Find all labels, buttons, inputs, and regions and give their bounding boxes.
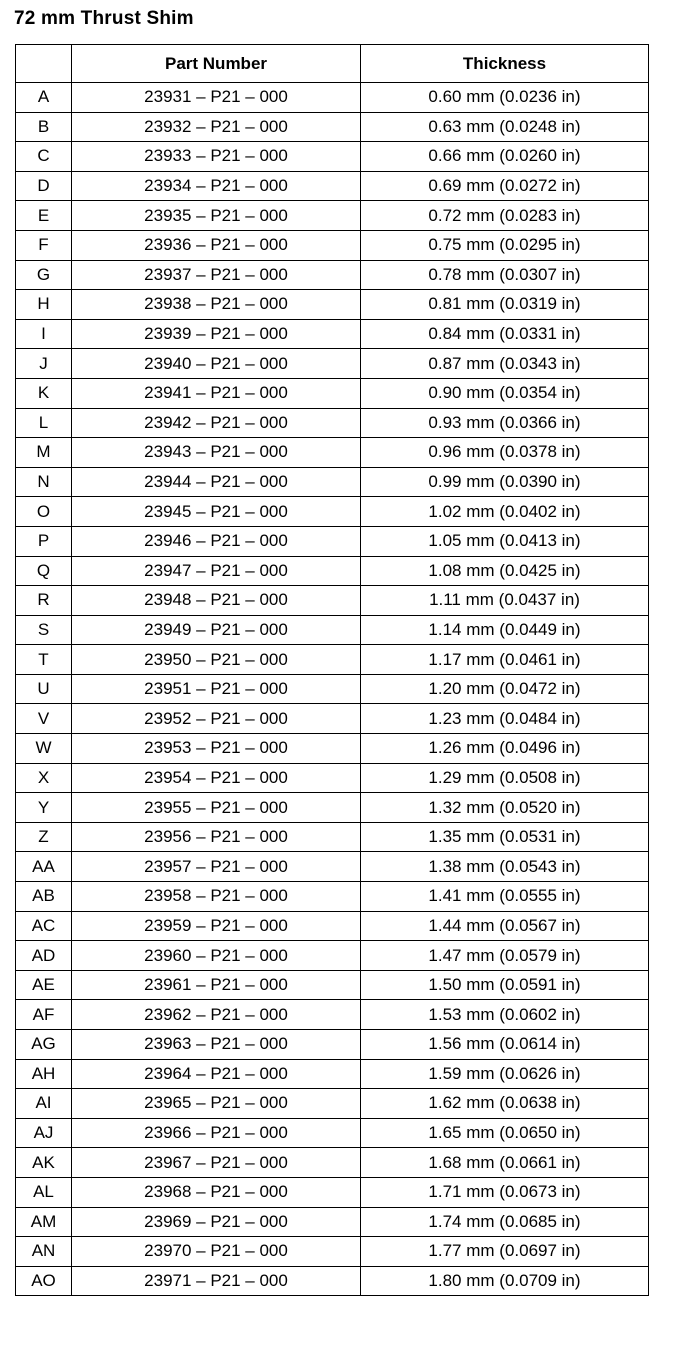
shim-code-cell: K	[16, 378, 72, 408]
table-row	[16, 941, 649, 971]
table-row	[16, 763, 649, 793]
thickness-cell: 0.60 mm (0.0236 in)	[361, 83, 649, 113]
shim-code-cell: O	[16, 497, 72, 527]
thickness-cell: 0.90 mm (0.0354 in)	[361, 378, 649, 408]
part-number-cell: 23968 – P21 – 000	[72, 1177, 361, 1207]
thickness-cell: 0.66 mm (0.0260 in)	[361, 142, 649, 172]
part-number-cell: 23941 – P21 – 000	[72, 378, 361, 408]
part-number-cell: 23952 – P21 – 000	[72, 704, 361, 734]
part-number-cell: 23950 – P21 – 000	[72, 645, 361, 675]
shim-code-cell: AI	[16, 1089, 72, 1119]
shim-code-cell: AH	[16, 1059, 72, 1089]
shim-code-cell: AD	[16, 941, 72, 971]
table-row	[16, 586, 649, 616]
shim-code-cell: M	[16, 438, 72, 468]
part-number-cell: 23935 – P21 – 000	[72, 201, 361, 231]
shim-code-cell: F	[16, 230, 72, 260]
thickness-cell: 1.17 mm (0.0461 in)	[361, 645, 649, 675]
part-number-cell: 23946 – P21 – 000	[72, 526, 361, 556]
thickness-cell: 1.38 mm (0.0543 in)	[361, 852, 649, 882]
shim-code-cell: A	[16, 83, 72, 113]
table-row	[16, 112, 649, 142]
shim-code-cell: AO	[16, 1266, 72, 1296]
shim-code-cell: J	[16, 349, 72, 379]
part-number-cell: 23956 – P21 – 000	[72, 822, 361, 852]
thickness-cell: 1.74 mm (0.0685 in)	[361, 1207, 649, 1237]
part-number-cell: 23940 – P21 – 000	[72, 349, 361, 379]
shim-code-cell: AE	[16, 970, 72, 1000]
thickness-cell: 1.77 mm (0.0697 in)	[361, 1237, 649, 1267]
thickness-cell: 0.96 mm (0.0378 in)	[361, 438, 649, 468]
shim-code-cell: G	[16, 260, 72, 290]
part-number-cell: 23969 – P21 – 000	[72, 1207, 361, 1237]
shim-code-cell: I	[16, 319, 72, 349]
shim-code-cell: V	[16, 704, 72, 734]
shim-code-cell: AM	[16, 1207, 72, 1237]
shim-code-cell: E	[16, 201, 72, 231]
thickness-cell: 1.71 mm (0.0673 in)	[361, 1177, 649, 1207]
part-number-cell: 23939 – P21 – 000	[72, 319, 361, 349]
part-number-cell: 23936 – P21 – 000	[72, 230, 361, 260]
table-row	[16, 230, 649, 260]
part-number-cell: 23957 – P21 – 000	[72, 852, 361, 882]
table-row	[16, 408, 649, 438]
part-number-cell: 23955 – P21 – 000	[72, 793, 361, 823]
table-row	[16, 704, 649, 734]
thickness-cell: 1.53 mm (0.0602 in)	[361, 1000, 649, 1030]
shim-code-cell: AN	[16, 1237, 72, 1267]
thickness-cell: 1.50 mm (0.0591 in)	[361, 970, 649, 1000]
shim-code-cell: AA	[16, 852, 72, 882]
table-row	[16, 497, 649, 527]
thickness-cell: 0.69 mm (0.0272 in)	[361, 171, 649, 201]
table-row	[16, 349, 649, 379]
table-row	[16, 83, 649, 113]
shim-code-cell: AL	[16, 1177, 72, 1207]
shim-code-cell: Q	[16, 556, 72, 586]
table-row	[16, 1059, 649, 1089]
shim-code-cell: C	[16, 142, 72, 172]
table-row	[16, 822, 649, 852]
thickness-cell: 1.65 mm (0.0650 in)	[361, 1118, 649, 1148]
part-number-cell: 23954 – P21 – 000	[72, 763, 361, 793]
table-row	[16, 201, 649, 231]
shim-code-cell: U	[16, 674, 72, 704]
table-row	[16, 467, 649, 497]
shim-code-cell: L	[16, 408, 72, 438]
thickness-cell: 1.05 mm (0.0413 in)	[361, 526, 649, 556]
part-number-cell: 23943 – P21 – 000	[72, 438, 361, 468]
thickness-cell: 1.02 mm (0.0402 in)	[361, 497, 649, 527]
shim-code-cell: S	[16, 615, 72, 645]
part-number-cell: 23967 – P21 – 000	[72, 1148, 361, 1178]
thickness-cell: 0.93 mm (0.0366 in)	[361, 408, 649, 438]
thickness-cell: 1.29 mm (0.0508 in)	[361, 763, 649, 793]
shim-code-cell: AK	[16, 1148, 72, 1178]
thrust-shim-table	[15, 44, 649, 1296]
thickness-cell: 0.81 mm (0.0319 in)	[361, 290, 649, 320]
thickness-cell: 0.78 mm (0.0307 in)	[361, 260, 649, 290]
part-number-cell: 23948 – P21 – 000	[72, 586, 361, 616]
thickness-cell: 1.14 mm (0.0449 in)	[361, 615, 649, 645]
part-number-cell: 23942 – P21 – 000	[72, 408, 361, 438]
part-number-cell: 23959 – P21 – 000	[72, 911, 361, 941]
table-row	[16, 674, 649, 704]
table-row	[16, 882, 649, 912]
part-number-cell: 23934 – P21 – 000	[72, 171, 361, 201]
table-row	[16, 438, 649, 468]
part-number-cell: 23945 – P21 – 000	[72, 497, 361, 527]
part-number-cell: 23958 – P21 – 000	[72, 882, 361, 912]
part-number-cell: 23937 – P21 – 000	[72, 260, 361, 290]
shim-code-cell: P	[16, 526, 72, 556]
shim-code-cell: D	[16, 171, 72, 201]
table-row	[16, 1266, 649, 1296]
part-number-cell: 23963 – P21 – 000	[72, 1030, 361, 1060]
thickness-cell: 1.26 mm (0.0496 in)	[361, 734, 649, 764]
thickness-cell: 1.11 mm (0.0437 in)	[361, 586, 649, 616]
part-number-cell: 23953 – P21 – 000	[72, 734, 361, 764]
table-row	[16, 734, 649, 764]
shim-code-cell: Z	[16, 822, 72, 852]
table-row	[16, 526, 649, 556]
thickness-cell: 0.72 mm (0.0283 in)	[361, 201, 649, 231]
table-row	[16, 645, 649, 675]
table-row	[16, 260, 649, 290]
part-number-cell: 23944 – P21 – 000	[72, 467, 361, 497]
part-number-cell: 23961 – P21 – 000	[72, 970, 361, 1000]
thickness-cell: 1.23 mm (0.0484 in)	[361, 704, 649, 734]
shim-code-cell: X	[16, 763, 72, 793]
thickness-cell: 0.63 mm (0.0248 in)	[361, 112, 649, 142]
table-row	[16, 1030, 649, 1060]
header-part-number: Part Number	[72, 45, 361, 83]
table-row	[16, 171, 649, 201]
table-row	[16, 1237, 649, 1267]
part-number-cell: 23970 – P21 – 000	[72, 1237, 361, 1267]
thickness-cell: 1.41 mm (0.0555 in)	[361, 882, 649, 912]
table-row	[16, 1148, 649, 1178]
table-row	[16, 970, 649, 1000]
thickness-cell: 1.68 mm (0.0661 in)	[361, 1148, 649, 1178]
shim-code-cell: T	[16, 645, 72, 675]
shim-code-cell: W	[16, 734, 72, 764]
thickness-cell: 1.56 mm (0.0614 in)	[361, 1030, 649, 1060]
thickness-cell: 1.20 mm (0.0472 in)	[361, 674, 649, 704]
part-number-cell: 23951 – P21 – 000	[72, 674, 361, 704]
part-number-cell: 23965 – P21 – 000	[72, 1089, 361, 1119]
thickness-cell: 1.32 mm (0.0520 in)	[361, 793, 649, 823]
shim-code-cell: H	[16, 290, 72, 320]
table-row	[16, 290, 649, 320]
part-number-cell: 23949 – P21 – 000	[72, 615, 361, 645]
shim-code-cell: AC	[16, 911, 72, 941]
table-row	[16, 1177, 649, 1207]
thickness-cell: 1.08 mm (0.0425 in)	[361, 556, 649, 586]
table-row	[16, 1089, 649, 1119]
part-number-cell: 23933 – P21 – 000	[72, 142, 361, 172]
shim-code-cell: B	[16, 112, 72, 142]
thickness-cell: 1.62 mm (0.0638 in)	[361, 1089, 649, 1119]
table-row	[16, 852, 649, 882]
table-row	[16, 319, 649, 349]
part-number-cell: 23960 – P21 – 000	[72, 941, 361, 971]
header-thickness: Thickness	[361, 45, 649, 83]
shim-code-cell: Y	[16, 793, 72, 823]
part-number-cell: 23962 – P21 – 000	[72, 1000, 361, 1030]
part-number-cell: 23932 – P21 – 000	[72, 112, 361, 142]
header-code	[16, 45, 72, 83]
thickness-cell: 1.44 mm (0.0567 in)	[361, 911, 649, 941]
thickness-cell: 0.99 mm (0.0390 in)	[361, 467, 649, 497]
thickness-cell: 0.84 mm (0.0331 in)	[361, 319, 649, 349]
table-row	[16, 911, 649, 941]
part-number-cell: 23931 – P21 – 000	[72, 83, 361, 113]
thickness-cell: 1.47 mm (0.0579 in)	[361, 941, 649, 971]
table-row	[16, 793, 649, 823]
part-number-cell: 23938 – P21 – 000	[72, 290, 361, 320]
shim-code-cell: AJ	[16, 1118, 72, 1148]
thickness-cell: 0.87 mm (0.0343 in)	[361, 349, 649, 379]
table-row	[16, 1118, 649, 1148]
part-number-cell: 23971 – P21 – 000	[72, 1266, 361, 1296]
table-row	[16, 1000, 649, 1030]
table-row	[16, 378, 649, 408]
thickness-cell: 1.59 mm (0.0626 in)	[361, 1059, 649, 1089]
shim-code-cell: AG	[16, 1030, 72, 1060]
table-row	[16, 1207, 649, 1237]
part-number-cell: 23966 – P21 – 000	[72, 1118, 361, 1148]
shim-code-cell: AB	[16, 882, 72, 912]
thickness-cell: 1.80 mm (0.0709 in)	[361, 1266, 649, 1296]
shim-code-cell: N	[16, 467, 72, 497]
thickness-cell: 0.75 mm (0.0295 in)	[361, 230, 649, 260]
part-number-cell: 23964 – P21 – 000	[72, 1059, 361, 1089]
shim-code-cell: AF	[16, 1000, 72, 1030]
thickness-cell: 1.35 mm (0.0531 in)	[361, 822, 649, 852]
table-row	[16, 142, 649, 172]
header-row	[16, 45, 649, 83]
table-row	[16, 615, 649, 645]
shim-code-cell: R	[16, 586, 72, 616]
part-number-cell: 23947 – P21 – 000	[72, 556, 361, 586]
table-row	[16, 556, 649, 586]
page-title: 72 mm Thrust Shim	[14, 8, 194, 29]
